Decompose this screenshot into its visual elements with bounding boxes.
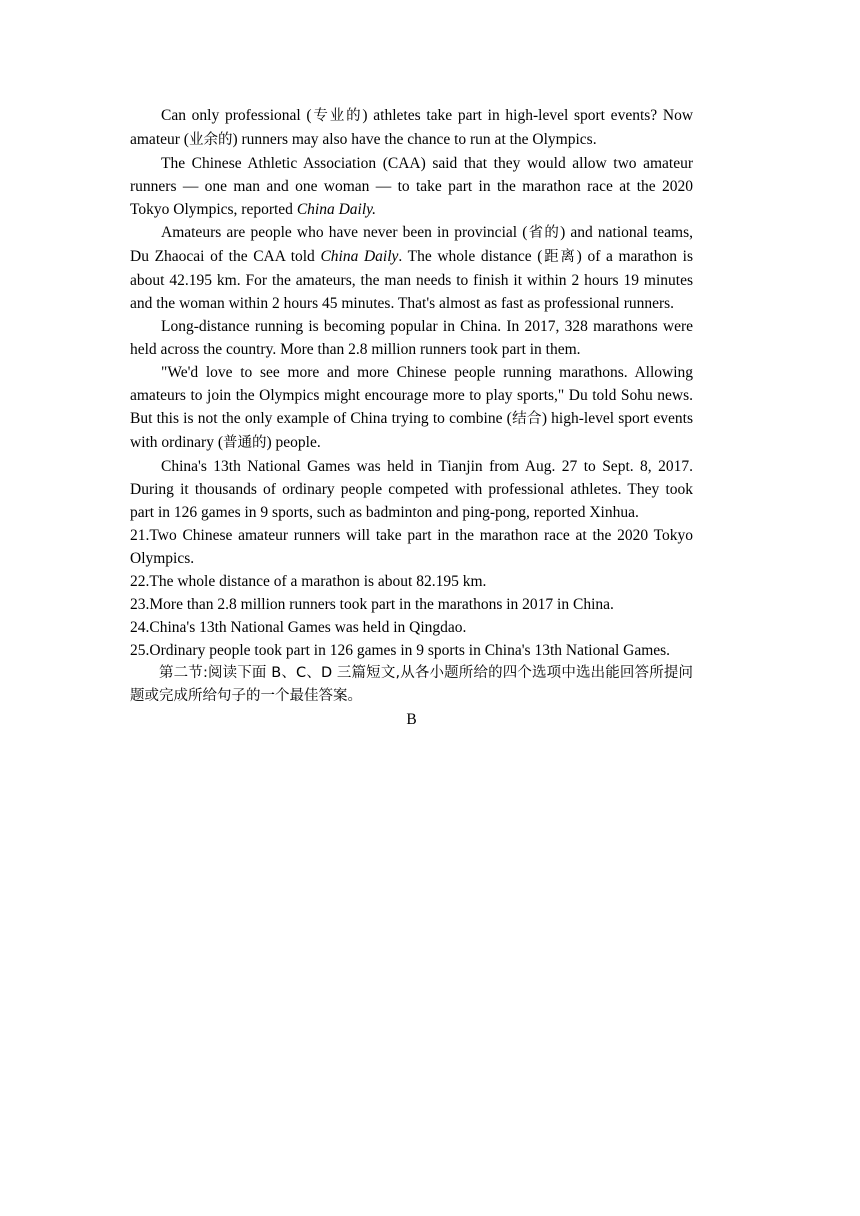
paragraph-3 — [130, 221, 693, 315]
p3-italic: China Daily — [320, 248, 399, 265]
question-24: 24.China's 13th National Games was held in Qingdao. — [130, 619, 467, 636]
question-21: 21.Two Chinese amateur runners will take part in the marathon race at the 2020 Tokyo Olympics. — [130, 527, 693, 567]
paragraph-4: Long-distance running is becoming popular in China. In 2017, 328 marathons were held across the country. More than 2.8 million runners took part in them. — [130, 318, 693, 358]
p3-text-b: ) and national teams, Du Zhaocai of the CAA told — [130, 224, 694, 265]
p5-gloss-a: 结合 — [511, 411, 542, 427]
p1-text-b: ) athletes take part in high-level sport events? Now amateur ( — [130, 107, 694, 148]
p1-gloss-b: 业余的 — [188, 132, 233, 148]
p3-text-a: Amateurs are people who have never been in provincial ( — [161, 224, 528, 241]
p3-gloss-c: 距离 — [542, 249, 577, 265]
paragraph-1 — [130, 104, 693, 152]
p3-gloss-a: 省的 — [527, 225, 561, 241]
question-25: 25.Ordinary people took part in 126 games in 9 sports in China's 13th National Games. — [130, 642, 671, 659]
p1-gloss-a: 专业的 — [311, 108, 363, 124]
p1-text-a: Can only professional ( — [161, 107, 312, 124]
question-22: 22.The whole distance of a marathon is about 82.195 km. — [130, 573, 487, 590]
p5-text-b: ) high-level sport events with ordinary ( — [130, 410, 694, 451]
p1-text-c: ) runners may also have the chance to run at the Olympics. — [232, 131, 597, 148]
p5-text-c: ) people. — [266, 434, 321, 451]
question-23: 23.More than 2.8 million runners took part in the marathons in 2017 in China. — [130, 596, 614, 613]
p2-italic: China Daily. — [296, 201, 377, 218]
p3-text-d: ) of a marathon is about 42.195 km. For the amateurs, the man needs to finish it within 2 hours 19 minutes and the woman within 2 hours 45 minutes. That's almost as fast as professional runners. — [130, 248, 693, 312]
paragraph-5 — [130, 361, 693, 455]
paragraph-6: China's 13th National Games was held in Tianjin from Aug. 27 to Sept. 8, 2017. During it thousands of ordinary people competed with professional athletes. They took part in 126 games in 9 sports, such as badminton and ping-pong, reported Xinhua. — [130, 458, 693, 521]
p5-text-a: "We'd love to see more and more Chinese people running marathons. Allowing amateurs to join the Olympics might encourage more to play sports," Du told Sohu news. But this is not the only example of China trying to combine ( — [130, 364, 693, 427]
section-heading-b: B — [406, 711, 417, 728]
p3-text-c: . The whole distance ( — [398, 248, 543, 265]
section-2-instructions: 第二节:阅读下面 B、C、D 三篇短文,从各小题所给的四个选项中选出能回答所提问题或完成所给句子的一个最佳答案。 — [130, 665, 693, 704]
paragraph-2 — [130, 152, 693, 221]
p5-gloss-b: 普通的 — [222, 435, 267, 451]
p2-text-a: The Chinese Athletic Association (CAA) said that they would allow two amateur runners — one man and one woman — to take part in the marathon race at the 2020 Tokyo Olympics, reported — [130, 155, 693, 218]
document-page — [130, 104, 693, 731]
